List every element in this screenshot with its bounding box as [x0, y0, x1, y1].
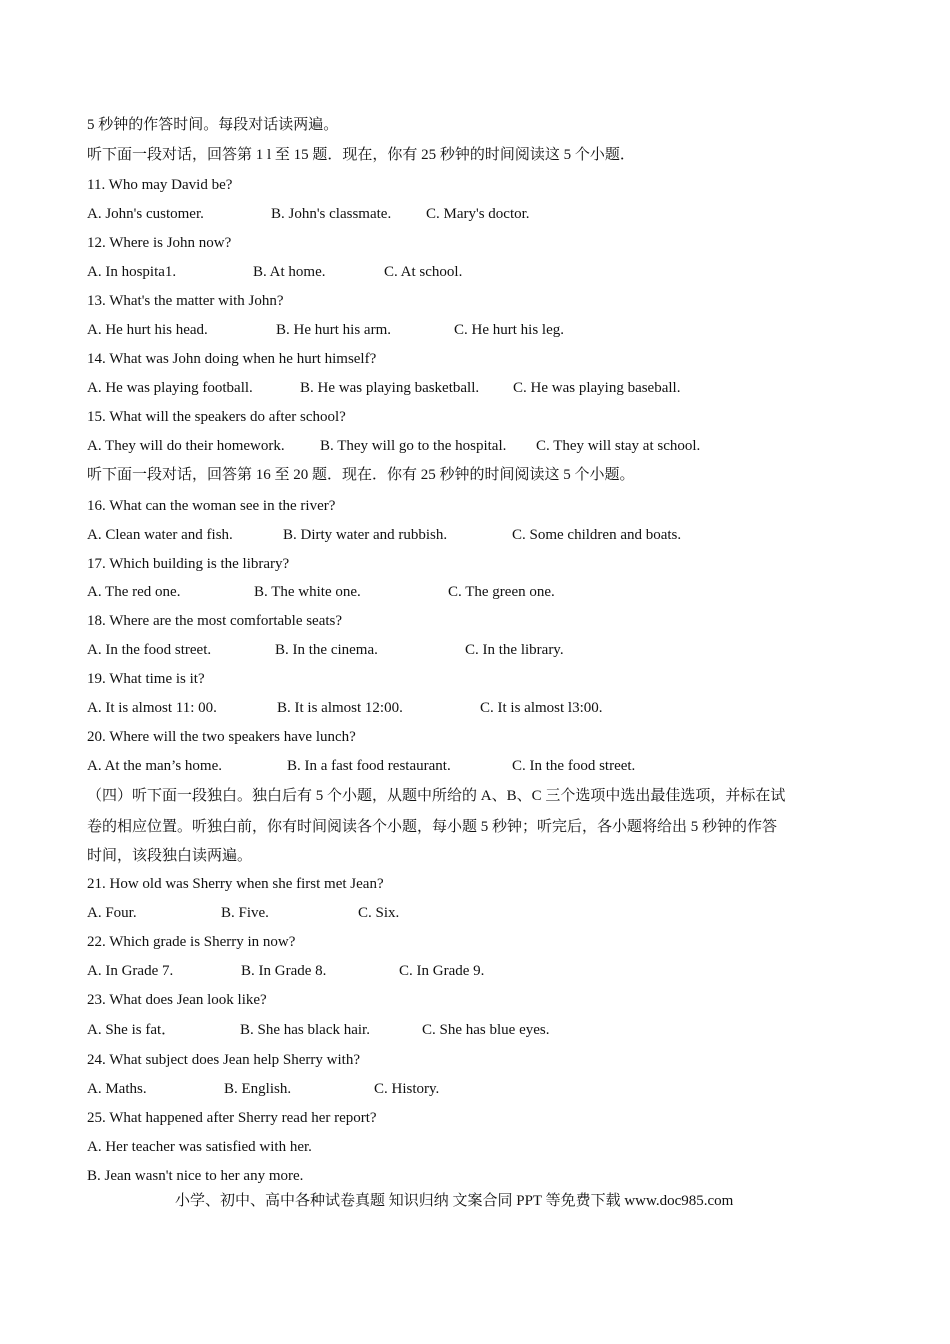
- question-21: 21. How old was Sherry when she first met Jean?: [87, 876, 384, 892]
- q21-option-b: B. Five.: [221, 905, 269, 921]
- question-19: 19. What time is it?: [87, 671, 205, 687]
- question-20: 20. Where will the two speakers have lunch?: [87, 729, 356, 745]
- question-14: 14. What was John doing when he hurt himself?: [87, 351, 377, 367]
- question-13: 13. What's the matter with John?: [87, 293, 284, 309]
- q19-option-a: A. It is almost 11: 00.: [87, 700, 217, 716]
- q14-option-b: B. He was playing basketball.: [300, 380, 480, 396]
- q20-option-a: A. At the man’s home.: [87, 758, 222, 774]
- section-4-instruction-line-3: 时间，该段独白读两遍。: [87, 848, 253, 864]
- q18-option-a: A. In the food street.: [87, 642, 212, 658]
- q11-option-b: B. John's classmate.: [271, 206, 392, 222]
- question-16: 16. What can the woman see in the river?: [87, 498, 336, 514]
- q15-option-a: A. They will do their homework.: [87, 438, 285, 454]
- question-18: 18. Where are the most comfortable seats?: [87, 613, 343, 629]
- q24-option-b: B. English.: [224, 1081, 292, 1097]
- q25-option-a: A. Her teacher was satisfied with her.: [87, 1139, 312, 1155]
- q23-option-a: A. She is fat．: [87, 1022, 177, 1038]
- q16-option-c: C. Some children and boats.: [512, 527, 682, 543]
- q25-option-b: B. Jean wasn't nice to her any more.: [87, 1168, 304, 1184]
- q24-option-c: C. History.: [374, 1081, 440, 1097]
- intro-line-2: 听下面一段对话，回答第 1 l 至 15 题．现在，你有 25 秒钟的时间阅读这 5 个小题．: [87, 147, 635, 163]
- q17-option-c: C. The green one.: [448, 584, 555, 600]
- q14-option-a: A. He was playing football.: [87, 380, 253, 396]
- q15-option-c: C. They will stay at school.: [536, 438, 701, 454]
- q18-option-b: B. In the cinema.: [275, 642, 378, 658]
- page-footer: 小学、初中、高中各种试卷真题 知识归纳 文案合同 PPT 等免费下载 www.doc985.com: [175, 1193, 734, 1209]
- q19-option-b: B. It is almost 12:00.: [277, 700, 403, 716]
- q14-option-c: C. He was playing baseball.: [513, 380, 681, 396]
- q22-option-b: B. In Grade 8.: [241, 963, 327, 979]
- section-4-instruction-line-2: 卷的相应位置。听独白前，你有时间阅读各个小题，每小题 5 秒钟；听完后，各小题将给出 5 秒钟的作答: [87, 819, 778, 835]
- intro-line-1: 5 秒钟的作答时间。每段对话读两遍。: [87, 117, 339, 133]
- q22-option-a: A. In Grade 7.: [87, 963, 174, 979]
- q21-option-a: A. Four.: [87, 905, 137, 921]
- question-17: 17. Which building is the library?: [87, 556, 290, 572]
- q12-option-b: B. At home.: [253, 264, 326, 280]
- q23-option-b: B. She has black hair.: [240, 1022, 370, 1038]
- q17-option-a: A. The red one.: [87, 584, 181, 600]
- q20-option-b: B. In a fast food restaurant.: [287, 758, 451, 774]
- question-24: 24. What subject does Jean help Sherry with?: [87, 1052, 360, 1068]
- q11-option-c: C. Mary's doctor.: [426, 206, 530, 222]
- q16-option-b: B. Dirty water and rubbish.: [283, 527, 448, 543]
- q13-option-b: B. He hurt his arm.: [276, 322, 391, 338]
- q13-option-a: A. He hurt his head.: [87, 322, 208, 338]
- section-4-instruction-line-1: （四）听下面一段独白。独白后有 5 个小题，从题中所给的 A、B、C 三个选项中选出最佳选项，并标在试: [87, 788, 786, 804]
- q11-option-a: A. John's customer.: [87, 206, 204, 222]
- q15-option-b: B. They will go to the hospital.: [320, 438, 507, 454]
- q24-option-a: A. Maths.: [87, 1081, 147, 1097]
- q17-option-b: B. The white one.: [254, 584, 361, 600]
- q18-option-c: C. In the library.: [465, 642, 564, 658]
- question-23: 23. What does Jean look like?: [87, 992, 267, 1008]
- q16-option-a: A. Clean water and fish.: [87, 527, 233, 543]
- q23-option-c: C. She has blue eyes.: [422, 1022, 550, 1038]
- question-11: 11. Who may David be?: [87, 177, 233, 193]
- question-12: 12. Where is John now?: [87, 235, 232, 251]
- question-25: 25. What happened after Sherry read her report?: [87, 1110, 377, 1126]
- q12-option-c: C. At school.: [384, 264, 463, 280]
- section-instruction-16-20: 听下面一段对话，回答第 16 至 20 题．现在．你有 25 秒钟的时间阅读这 5 个小题。: [87, 467, 635, 483]
- q20-option-c: C. In the food street.: [512, 758, 636, 774]
- q12-option-a: A. In hospita1.: [87, 264, 177, 280]
- question-22: 22. Which grade is Sherry in now?: [87, 934, 296, 950]
- question-15: 15. What will the speakers do after school?: [87, 409, 346, 425]
- q21-option-c: C. Six.: [358, 905, 400, 921]
- q13-option-c: C. He hurt his leg.: [454, 322, 564, 338]
- q22-option-c: C. In Grade 9.: [399, 963, 485, 979]
- q19-option-c: C. It is almost l3:00.: [480, 700, 603, 716]
